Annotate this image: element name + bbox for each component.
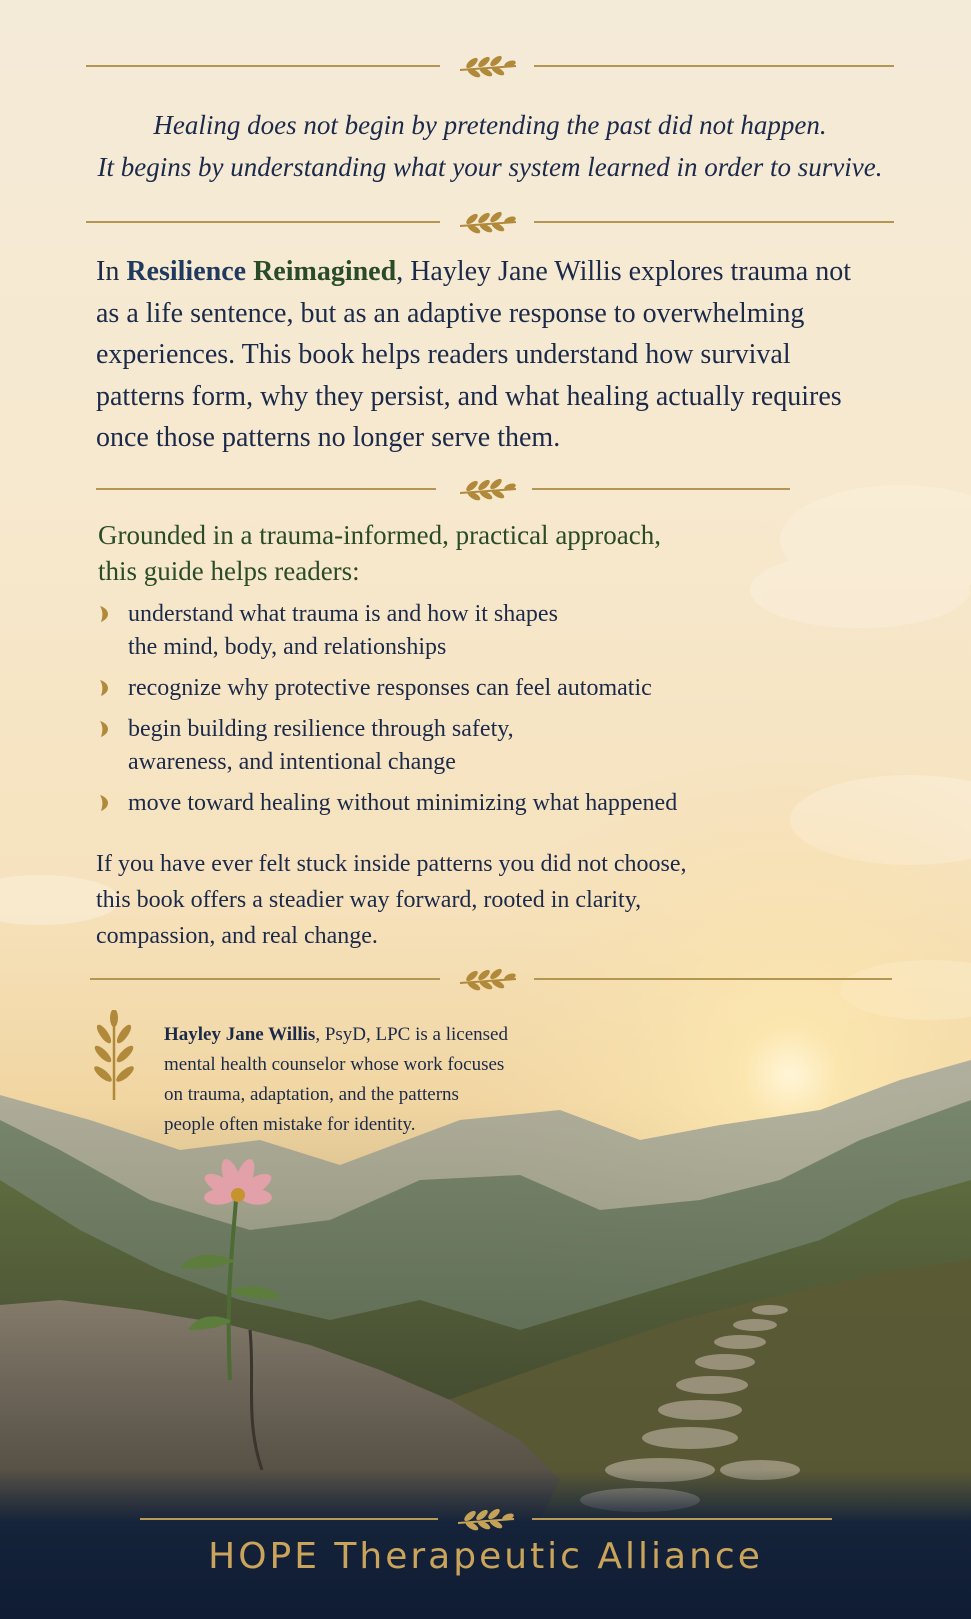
olive-branch-icon <box>90 1010 138 1102</box>
list-item <box>98 787 878 820</box>
leaf-bullet-icon <box>98 719 112 739</box>
quote-line-2: It begins by understanding what your system learned in order to survive. <box>97 152 883 182</box>
author-bio-line-3: on trauma, adaptation, and the patterns <box>164 1084 459 1105</box>
intro-bottom-divider <box>96 477 790 501</box>
closing-line-3: compassion, and real change. <box>96 923 378 949</box>
laurel-sprig-icon <box>454 967 524 991</box>
list-item <box>98 598 878 664</box>
intro-prefix: In <box>96 256 127 287</box>
list-item <box>98 672 878 705</box>
benefits-heading <box>98 517 858 589</box>
benefits-list <box>98 598 878 828</box>
laurel-sprig-icon <box>454 54 524 78</box>
author-credentials: , PsyD, LPC <box>315 1024 411 1045</box>
closing-line-1: If you have ever felt stuck inside patterns you did not choose, <box>96 851 687 877</box>
quote-bottom-divider <box>86 210 894 234</box>
closing-line-2: this book offers a steadier way forward, rooted in clarity, <box>96 887 642 913</box>
leaf-bullet-icon <box>98 793 112 813</box>
closing-paragraph <box>96 846 856 954</box>
list-item-line-1: move toward healing without minimizing what happened <box>128 790 678 816</box>
leaf-bullet-icon <box>98 604 112 624</box>
author-bio-line-4: people often mistake for identity. <box>164 1114 416 1135</box>
list-item-line-1: begin building resilience through safety, <box>128 716 514 742</box>
quote-line-1: Healing does not begin by pretending the past did not happen. <box>153 110 827 140</box>
benefits-heading-line-1: Grounded in a trauma-informed, practical approach, <box>98 520 662 550</box>
list-item-line-1: recognize why protective responses can feel automatic <box>128 675 652 701</box>
author-bio-line-2: mental health counselor whose work focuses <box>164 1054 505 1075</box>
list-item-line-1: understand what trauma is and how it shapes <box>128 601 558 627</box>
author-bio <box>164 1020 564 1140</box>
opening-quote <box>60 104 920 188</box>
benefits-heading-line-2: this guide helps readers: <box>98 556 360 586</box>
author-bio-line-1 <box>164 1020 564 1050</box>
leaf-bullet-icon <box>98 678 112 698</box>
list-item-line-2: awareness, and intentional change <box>128 749 456 775</box>
author-name: Hayley Jane Willis <box>164 1024 316 1045</box>
intro-body: , Hayley Jane Willis explores trauma not as a life sentence, but as an adaptive response to overwhelming experiences. This book helps readers understand how survival patterns form, why they persist, and what healing actually requires once those patterns no longer serve them. <box>96 256 851 453</box>
book-title-part-2: Reimagined <box>253 256 397 287</box>
list-item <box>98 713 878 779</box>
laurel-sprig-icon <box>454 477 524 501</box>
intro-paragraph <box>96 251 876 459</box>
top-divider <box>86 54 894 78</box>
laurel-sprig-icon <box>454 210 524 234</box>
footer-divider <box>140 1507 832 1531</box>
author-top-divider <box>90 967 892 991</box>
organization-name: HOPE Therapeutic Alliance <box>208 1536 763 1577</box>
author-bio-line-1-rest: is a licensed <box>410 1024 508 1045</box>
laurel-sprig-icon <box>452 1507 522 1531</box>
list-item-line-2: the mind, body, and relationships <box>128 634 447 660</box>
book-title-part-1: Resilience <box>126 256 247 287</box>
